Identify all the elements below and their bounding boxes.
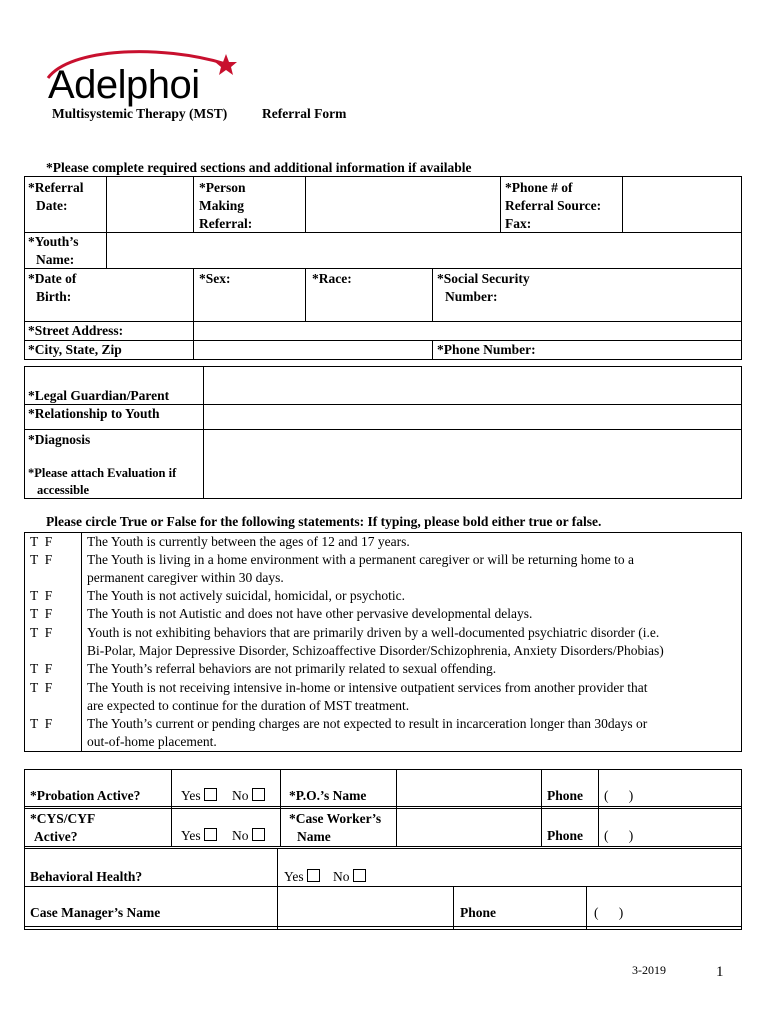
referral-phone-field[interactable] <box>623 177 741 232</box>
true-false-option[interactable]: T F <box>30 552 53 567</box>
behavioral-yes-option <box>284 868 323 886</box>
guardian-label: *Legal Guardian/Parent <box>28 388 170 403</box>
revision-date: 3-2019 <box>632 963 666 977</box>
dob-field[interactable] <box>107 269 193 321</box>
true-false-option[interactable]: T F <box>30 588 53 603</box>
diagnosis-field[interactable] <box>204 430 741 498</box>
statement-text: are expected to continue for the duration of MST treatment. <box>87 698 410 713</box>
behavioral-no-option <box>333 868 369 886</box>
true-false-option[interactable]: T F <box>30 661 53 676</box>
relationship-label: *Relationship to Youth <box>28 406 160 421</box>
statement-text: permanent caregiver within 30 days. <box>87 570 284 585</box>
statement-text: The Youth is not receiving intensive in-home or intensive outpatient services from another provider that <box>87 680 648 695</box>
probation-no-checkbox[interactable] <box>252 788 265 801</box>
po-phone-field[interactable]: ( ) <box>604 788 634 803</box>
statement-text: The Youth is living in a home environment with a permanent caregiver or will be returning home to a <box>87 552 634 567</box>
statement-text: The Youth is not actively suicidal, homicidal, or psychotic. <box>87 588 405 603</box>
race-label: *Race: <box>312 271 352 286</box>
probation-yes-option <box>181 787 220 805</box>
dob-label: *Date of Birth: <box>28 271 77 304</box>
phone-number-label: *Phone Number: <box>437 342 536 357</box>
relationship-field[interactable] <box>204 405 741 429</box>
behavioral-health-label: Behavioral Health? <box>30 869 143 884</box>
true-false-option[interactable]: T F <box>30 716 53 731</box>
cys-yes-checkbox[interactable] <box>204 828 217 841</box>
statement-text: Bi-Polar, Major Depressive Disorder, Schizoaffective Disorder/Schizophrenia, Anxiety Disorders/Phobias) <box>87 643 664 658</box>
statement-text: The Youth is not Autistic and does not have other pervasive developmental delays. <box>87 606 533 621</box>
case-manager-label: Case Manager’s Name <box>30 905 161 920</box>
statement-text: The Youth’s referral behaviors are not primarily related to sexual offending. <box>87 661 497 676</box>
behavioral-yes-label: Yes <box>284 869 304 884</box>
instruction-text: *Please complete required sections and additional information if available <box>46 160 472 175</box>
city-state-zip-label: *City, State, Zip <box>28 342 122 357</box>
case-manager-phone-label: Phone <box>460 905 497 920</box>
referral-date-label: *Referral Date: <box>28 180 84 213</box>
person-making-referral-field[interactable] <box>306 177 500 232</box>
probation-no-option <box>232 787 268 805</box>
city-state-zip-field[interactable] <box>194 341 432 359</box>
cys-no-label: No <box>232 828 249 843</box>
true-false-option[interactable]: T F <box>30 625 53 640</box>
attach-evaluation-note: *Please attach Evaluation if accessible <box>28 466 177 497</box>
statement-text: out-of-home placement. <box>87 734 217 749</box>
person-making-referral-label: *Person Making Referral: <box>199 180 253 231</box>
sex-label: *Sex: <box>199 271 231 286</box>
behavioral-no-label: No <box>333 869 350 884</box>
statement-text: The Youth is currently between the ages of 12 and 17 years. <box>87 534 410 549</box>
behavioral-yes-checkbox[interactable] <box>307 869 320 882</box>
true-false-option[interactable]: T F <box>30 606 53 621</box>
probation-yes-label: Yes <box>181 788 201 803</box>
po-name-field[interactable] <box>397 770 541 806</box>
probation-yes-checkbox[interactable] <box>204 788 217 801</box>
guardian-field[interactable] <box>204 367 741 404</box>
caseworker-field[interactable] <box>397 809 541 846</box>
cys-yes-option <box>181 827 220 845</box>
youth-name-field[interactable] <box>107 233 741 268</box>
form-subtitle: Referral Form <box>262 106 347 121</box>
logo-text: Adelphoi <box>48 63 200 107</box>
cys-label: *CYS/CYF Active? <box>30 811 96 844</box>
referral-date-field[interactable] <box>107 177 193 232</box>
cys-yes-label: Yes <box>181 828 201 843</box>
probation-no-label: No <box>232 788 249 803</box>
po-name-label: *P.O.’s Name <box>289 788 367 803</box>
statement-text: The Youth’s current or pending charges are not expected to result in incarceration longer than 30days or <box>87 716 648 731</box>
caseworker-phone-label: Phone <box>547 828 584 843</box>
diagnosis-label: *Diagnosis <box>28 432 91 447</box>
referral-phone-label: *Phone # of Referral Source: Fax: <box>505 180 602 231</box>
logo <box>40 42 240 108</box>
case-manager-field[interactable] <box>278 887 453 926</box>
logo-star-icon <box>215 54 237 75</box>
street-address-label: *Street Address: <box>28 323 124 338</box>
probation-label: *Probation Active? <box>30 788 141 803</box>
true-false-option[interactable]: T F <box>30 680 53 695</box>
case-manager-phone-field[interactable]: ( ) <box>594 905 624 920</box>
statement-text: Youth is not exhibiting behaviors that are primarily driven by a well-documented psychiatric disorder (i.e. <box>87 625 660 640</box>
statements-heading: Please circle True or False for the following statements: If typing, please bold either true or false. <box>46 514 602 529</box>
caseworker-phone-field[interactable]: ( ) <box>604 828 634 843</box>
page-number: 1 <box>716 964 724 980</box>
po-phone-label: Phone <box>547 788 584 803</box>
cys-no-checkbox[interactable] <box>252 828 265 841</box>
form-title: Multisystemic Therapy (MST) <box>52 106 228 121</box>
youth-name-label: *Youth’s Name: <box>28 234 79 267</box>
street-address-field[interactable] <box>194 322 741 340</box>
caseworker-label: *Case Worker’s Name <box>289 811 382 844</box>
cys-no-option <box>232 827 268 845</box>
true-false-option[interactable]: T F <box>30 534 53 549</box>
ssn-label: *Social Security Number: <box>437 271 530 304</box>
behavioral-no-checkbox[interactable] <box>353 869 366 882</box>
